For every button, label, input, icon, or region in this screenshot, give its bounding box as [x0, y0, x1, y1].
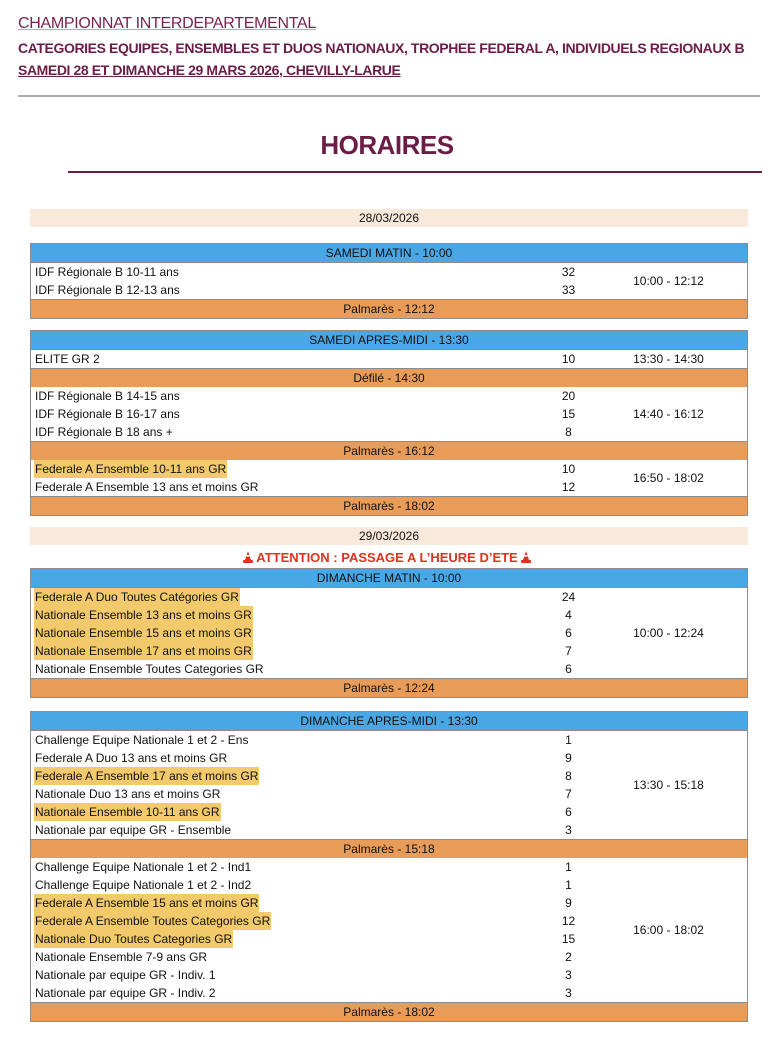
time-range: 10:00 - 12:12: [633, 274, 704, 288]
participant-count: 20: [561, 389, 576, 403]
palmares-row: Palmarès - 18:02: [31, 496, 747, 515]
participant-count: 9: [565, 896, 572, 910]
header-divider: [18, 95, 760, 97]
session-header: SAMEDI MATIN - 10:00: [31, 244, 747, 263]
session-table-dimanche-apres-midi: [30, 711, 748, 1022]
participant-count: 10: [561, 352, 576, 366]
category-name: IDF Régionale B 18 ans +: [35, 425, 173, 439]
participant-count: 12: [561, 914, 576, 928]
category-name: Challenge Equipe Nationale 1 et 2 - Ind1: [35, 860, 252, 874]
participant-count: 6: [565, 805, 572, 819]
time-range: 13:30 - 15:18: [633, 778, 704, 792]
participant-count: 33: [561, 283, 576, 297]
category-name: Federale A Duo 13 ans et moins GR: [35, 751, 228, 765]
time-range: 10:00 - 12:24: [633, 626, 704, 640]
table-row: [31, 588, 747, 606]
category-name: IDF Régionale B 16-17 ans: [35, 407, 180, 421]
table-row: [31, 876, 747, 894]
schedule-group: [31, 588, 747, 678]
palmares-row: Palmarès - 18:02: [31, 1002, 747, 1021]
table-row: [31, 984, 747, 1002]
traffic-cone-icon: [521, 551, 531, 563]
schedule-group: [31, 731, 747, 839]
category-name: Federale A Ensemble 15 ans et moins GR: [35, 896, 259, 910]
session-header: SAMEDI APRES-MIDI - 13:30: [31, 331, 747, 350]
time-range: 16:50 - 18:02: [633, 471, 704, 485]
schedule-group: [31, 387, 747, 441]
category-name: Challenge Equipe Nationale 1 et 2 - Ens: [35, 733, 249, 747]
participant-count: 8: [565, 425, 572, 439]
defile-row: Défilé - 14:30: [31, 368, 747, 387]
table-row: [31, 660, 747, 678]
session-table-samedi-matin: [30, 243, 748, 319]
participant-count: 15: [561, 932, 576, 946]
table-row: [31, 423, 747, 441]
traffic-cone-icon: [243, 551, 253, 563]
table-row: [31, 731, 747, 749]
date-band-day1: 28/03/2026: [30, 209, 748, 227]
schedule-group: [31, 460, 747, 496]
participant-count: 3: [565, 986, 572, 1000]
table-row: [31, 948, 747, 966]
attention-notice: [0, 549, 774, 567]
schedule-group: [31, 350, 747, 368]
category-name: IDF Régionale B 12-13 ans: [35, 283, 180, 297]
time-range: 13:30 - 14:30: [633, 352, 704, 366]
session-table-dimanche-matin: [30, 568, 748, 698]
category-name: Nationale Ensemble 15 ans et moins GR: [35, 626, 252, 640]
category-name: Nationale Ensemble 13 ans et moins GR: [35, 608, 252, 622]
participant-count: 15: [561, 407, 576, 421]
table-row: [31, 749, 747, 767]
participant-count: 32: [561, 265, 576, 279]
participant-count: 9: [565, 751, 572, 765]
category-name: Nationale par equipe GR - Indiv. 1: [35, 968, 216, 982]
time-range: 16:00 - 18:02: [633, 923, 704, 937]
attention-text: ATTENTION : PASSAGE A L’HEURE D’ETE: [256, 550, 518, 565]
category-name: Federale A Duo Toutes Catégories GR: [35, 590, 239, 604]
participant-count: 2: [565, 950, 572, 964]
event-dates-location: SAMEDI 28 ET DIMANCHE 29 MARS 2026, CHEVILLY-LARUE: [18, 62, 401, 78]
participant-count: 6: [565, 662, 572, 676]
category-name: Nationale par equipe GR - Indiv. 2: [35, 986, 216, 1000]
category-name: Federale A Ensemble 17 ans et moins GR: [35, 769, 259, 783]
participant-count: 1: [565, 860, 572, 874]
category-name: ELITE GR 2: [35, 352, 100, 366]
table-row: [31, 821, 747, 839]
schedule-group: [31, 858, 747, 1002]
page-title: HORAIRES: [320, 130, 454, 160]
palmares-row: Palmarès - 12:12: [31, 299, 747, 318]
category-name: Federale A Ensemble 10-11 ans GR: [35, 462, 227, 476]
palmares-row: Palmarès - 16:12: [31, 441, 747, 460]
table-row: [31, 387, 747, 405]
session-table-samedi-apres-midi: [30, 330, 748, 516]
session-header: DIMANCHE APRES-MIDI - 13:30: [31, 712, 747, 731]
participant-count: 4: [565, 608, 572, 622]
participant-count: 6: [565, 626, 572, 640]
participant-count: 3: [565, 968, 572, 982]
participant-count: 3: [565, 823, 572, 837]
table-row: [31, 966, 747, 984]
palmares-row: Palmarès - 15:18: [31, 839, 747, 858]
category-name: Nationale Ensemble 10-11 ans GR: [35, 805, 220, 819]
category-name: Nationale Ensemble 17 ans et moins GR: [35, 644, 252, 658]
schedule-group: [31, 263, 747, 299]
table-row: [31, 858, 747, 876]
category-name: IDF Régionale B 10-11 ans: [35, 265, 179, 279]
participant-count: 24: [561, 590, 576, 604]
participant-count: 10: [561, 462, 576, 476]
participant-count: 1: [565, 878, 572, 892]
table-row: [31, 642, 747, 660]
category-name: Nationale Ensemble 7-9 ans GR: [35, 950, 208, 964]
participant-count: 8: [565, 769, 572, 783]
table-row: [31, 894, 747, 912]
category-name: Challenge Equipe Nationale 1 et 2 - Ind2: [35, 878, 252, 892]
participant-count: 7: [565, 787, 572, 801]
category-name: Nationale Duo Toutes Categories GR: [35, 932, 233, 946]
category-name: Nationale Ensemble Toutes Categories GR: [35, 662, 264, 676]
title-divider: [68, 171, 762, 173]
participant-count: 1: [565, 733, 572, 747]
championship-title: CHAMPIONNAT INTERDEPARTEMENTAL: [18, 15, 317, 32]
category-name: IDF Régionale B 14-15 ans: [35, 389, 180, 403]
palmares-row: Palmarès - 12:24: [31, 678, 747, 697]
date-band-day2: 29/03/2026: [30, 527, 748, 545]
session-header: DIMANCHE MATIN - 10:00: [31, 569, 747, 588]
category-name: Federale A Ensemble 13 ans et moins GR: [35, 480, 259, 494]
category-name: Federale A Ensemble Toutes Categories GR: [35, 914, 271, 928]
category-name: Nationale Duo 13 ans et moins GR: [35, 787, 221, 801]
participant-count: 12: [561, 480, 576, 494]
table-row: [31, 803, 747, 821]
category-name: Nationale par equipe GR - Ensemble: [35, 823, 232, 837]
categories-subtitle: CATEGORIES EQUIPES, ENSEMBLES ET DUOS NATIONAUX, TROPHEE FEDERAL A, INDIVIDUELS REGIONAUX B: [18, 40, 745, 56]
time-range: 14:40 - 16:12: [633, 407, 704, 421]
participant-count: 7: [565, 644, 572, 658]
table-row: [31, 606, 747, 624]
